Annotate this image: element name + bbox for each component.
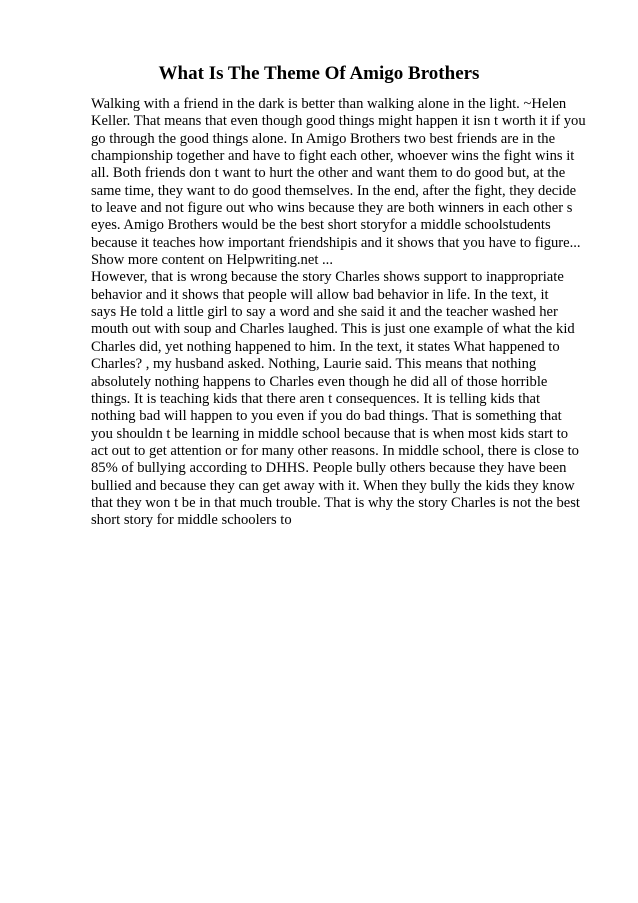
body-line: Charles did, yet nothing happened to him. In the text, it states What happened to [91,338,560,355]
body-line: act out to get attention or for many other reasons. In middle school, there is close to [91,442,579,459]
show-more-link[interactable]: Show more content on Helpwriting.net ... [91,252,333,269]
body-line: 85% of bullying according to DHHS. People bully others because they have been [91,460,567,477]
body-line: Walking with a friend in the dark is better than walking alone in the light. ~Helen [91,96,567,112]
body-line: you shouldn t be learning in middle school because that is when most kids start to [91,425,569,442]
body-line: to leave and not figure out who wins because they are both winners in each other s [91,200,573,217]
body-line: absolutely nothing happens to Charles even though he did all of those horrible [91,373,548,390]
body-line: However, that is wrong because the story Charles shows support to inappropriate [91,269,564,286]
body-line: championship together and have to fight each other, whoever wins the fight wins it [91,148,575,165]
body-line: things. It is teaching kids that there aren t consequences. It is telling kids that [91,390,541,407]
document-title: What Is The Theme Of Amigo Brothers [158,63,480,84]
body-line: behavior and it shows that people will allow bad behavior in life. In the text, it [91,286,549,303]
body-line: Keller. That means that even though good things might happen it isn t worth it if you [91,113,586,130]
body-line: nothing bad will happen to you even if you do bad things. That is something that [91,408,562,425]
body-line: eyes. Amigo Brothers would be the best short storyfor a middle schoolstudents [91,217,551,234]
body-line: because it teaches how important friendshipis and it shows that you have to figure... [91,234,581,251]
body-line: short story for middle schoolers to [91,512,292,529]
body-line: that they won t be in that much trouble. That is why the story Charles is not the best [91,494,580,511]
body-line: same time, they want to do good themselves. In the end, after the fight, they decide [91,182,577,199]
body-line: says He told a little girl to say a word and she said it and the teacher washed her [91,304,558,321]
document-body [91,96,591,530]
body-line: go through the good things alone. In Amigo Brothers two best friends are in the [91,130,556,147]
body-line: bullied and because they can get away with it. When they bully the kids they know [91,477,575,494]
body-line: mouth out with soup and Charles laughed. This is just one example of what the kid [91,321,575,338]
body-line: Charles? , my husband asked. Nothing, Laurie said. This means that nothing [91,356,537,373]
body-line: all. Both friends don t want to hurt the other and want them to do good but, at the [91,165,566,182]
